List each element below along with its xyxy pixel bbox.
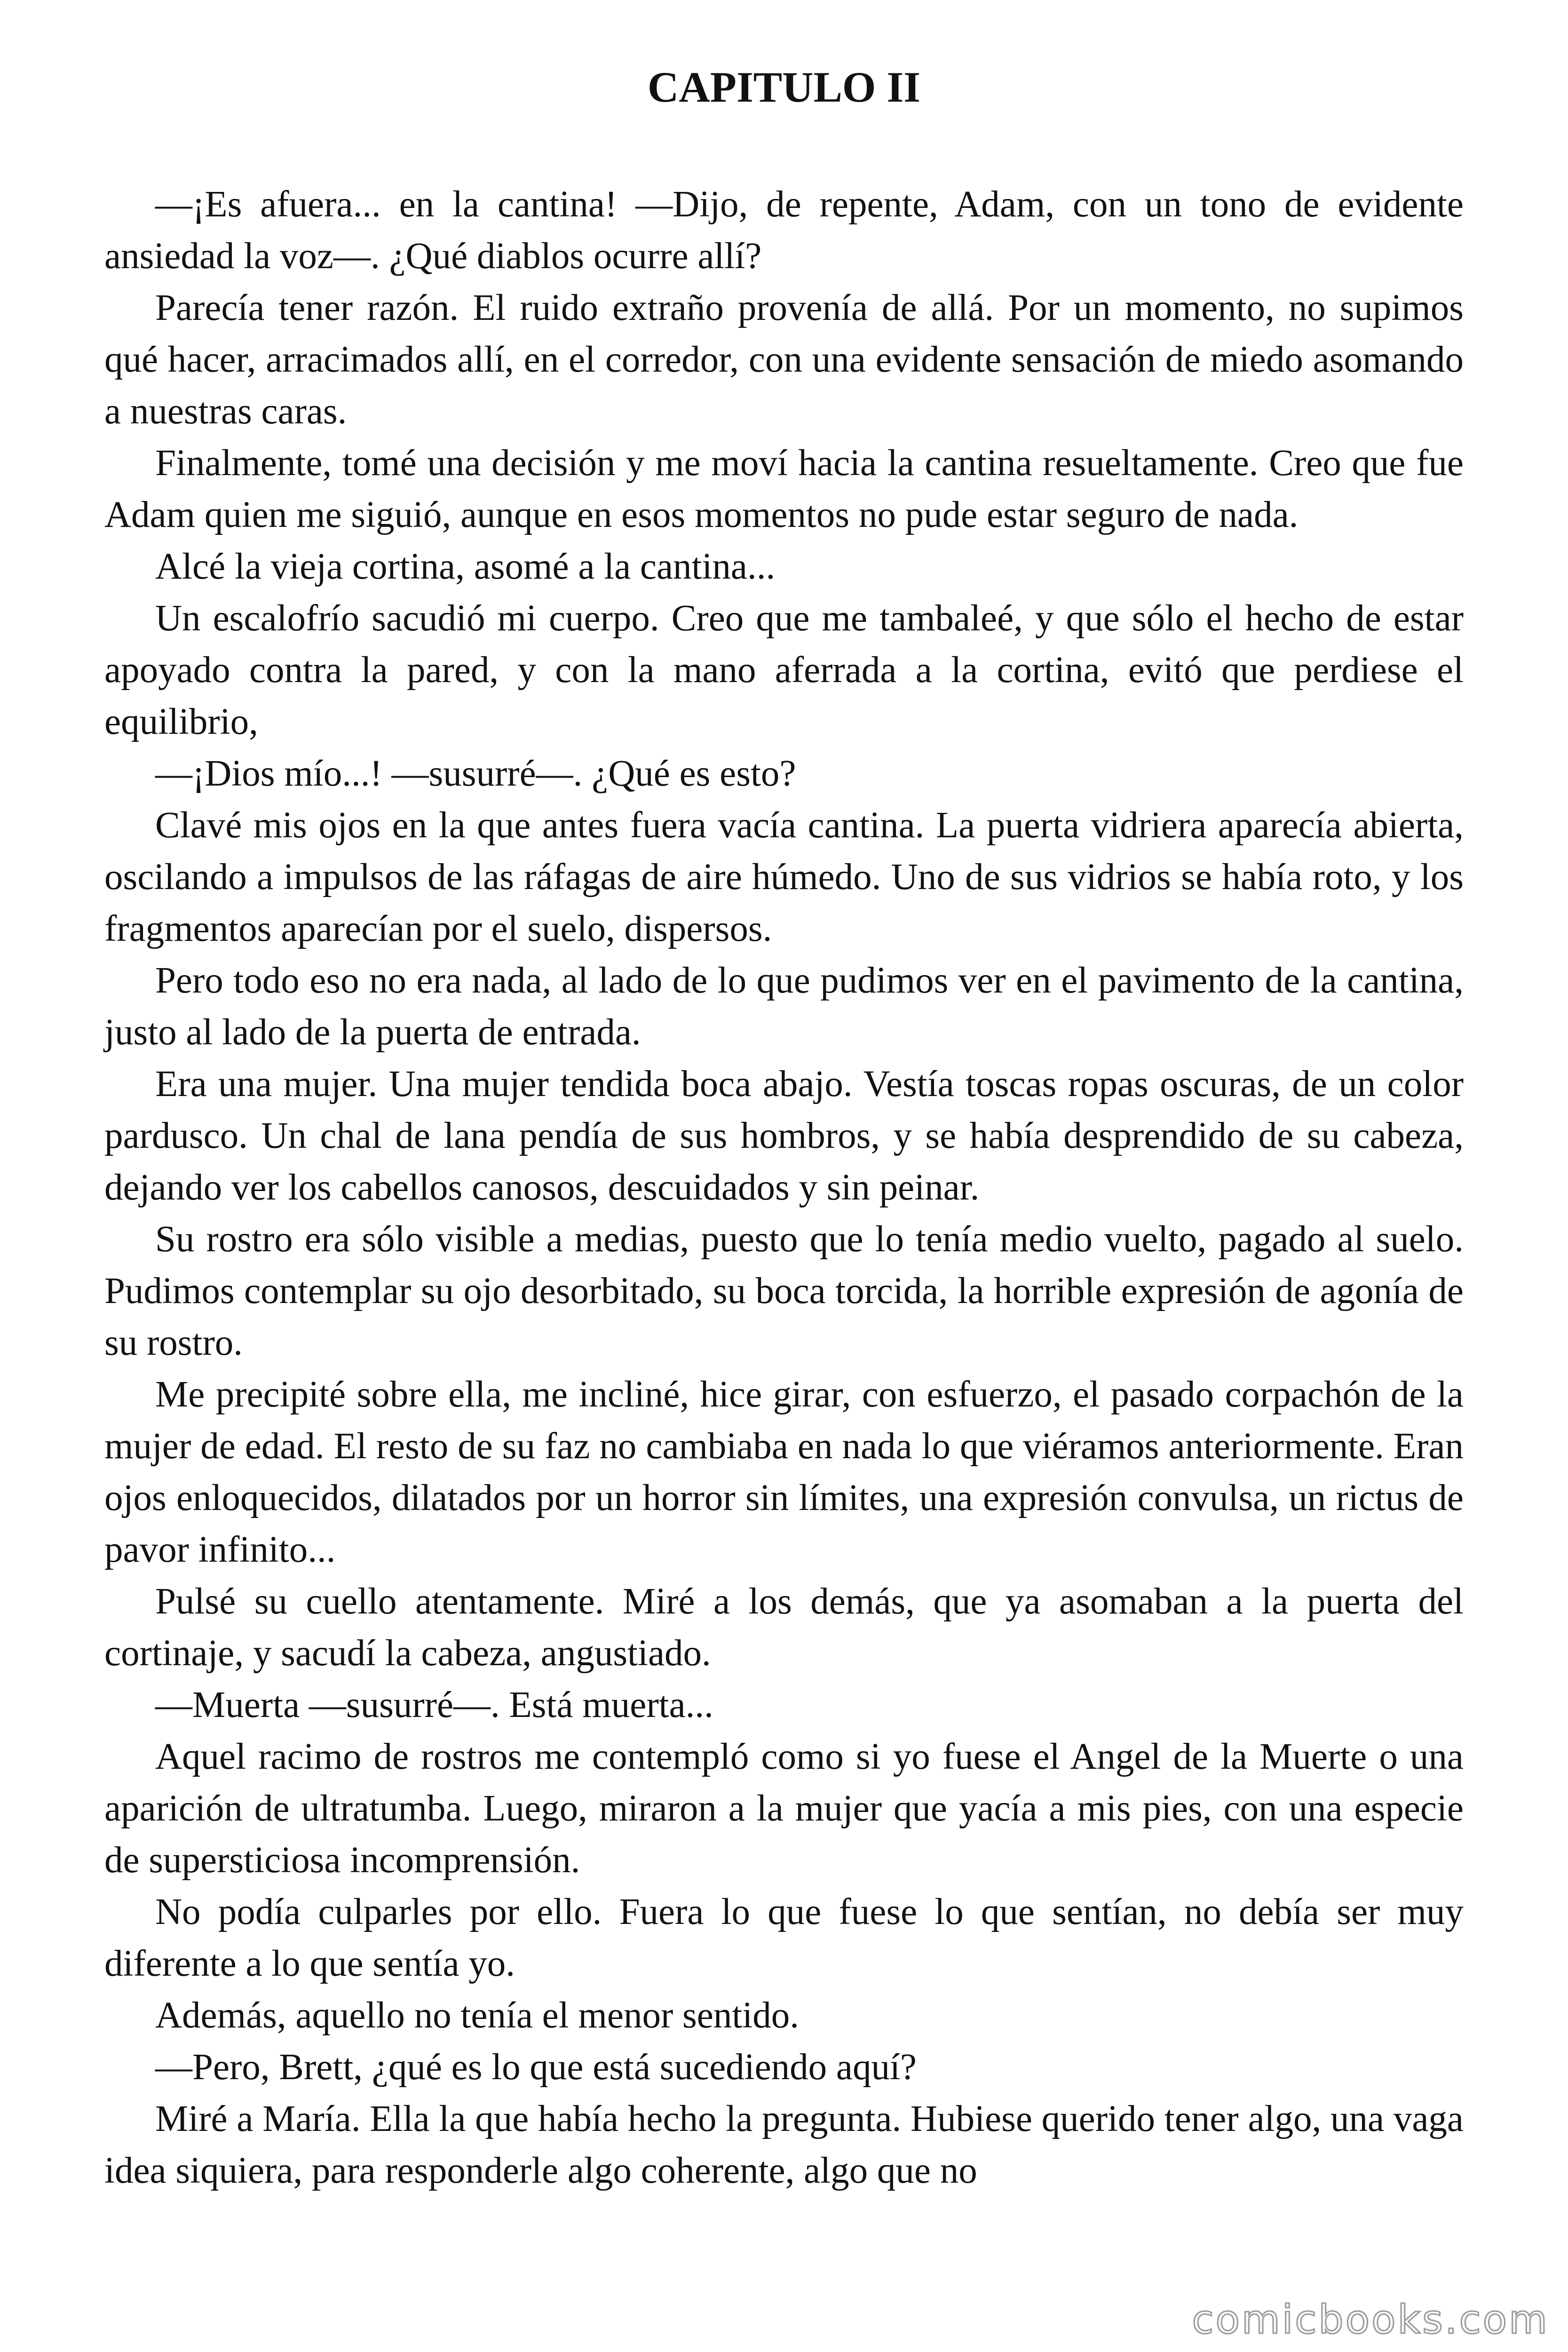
- paragraph: Clavé mis ojos en la que antes fuera vacía cantina. La puerta vidriera aparecía abierta, oscilando a impulsos de las ráfagas de aire húmedo. Uno de sus vidrios se había roto, y los fragmentos aparecían por el suelo, dispersos.: [104, 805, 1464, 949]
- paragraph: Su rostro era sólo visible a medias, puesto que lo tenía medio vuelto, pagado al suelo. Pudimos contemplar su ojo desorbitado, su boca torcida, la horrible expresión de agonía de su rostro.: [104, 1219, 1464, 1363]
- chapter-body: [104, 179, 1464, 2197]
- paragraph: —Muerta —susurré—. Está muerta...: [155, 1685, 713, 1725]
- watermark-logo: comicbooks.com: [1192, 2296, 1549, 2343]
- chapter-title: CAPITULO II: [647, 63, 921, 111]
- paragraph: —¡Dios mío...! —susurré—. ¿Qué es esto?: [155, 753, 796, 794]
- paragraph: Miré a María. Ella la que había hecho la pregunta. Hubiese querido tener algo, una vaga idea siquiera, para responderle algo coherente, algo que no: [104, 2098, 1464, 2191]
- paragraph: Me precipité sobre ella, me incliné, hice girar, con esfuerzo, el pasado corpachón de la mujer de edad. El resto de su faz no cambiaba en nada lo que viéramos anteriormente. Eran ojos enloquecidos, dilatados por un horror sin límites, una expresión convulsa, un rictus de pavor infinito...: [104, 1374, 1464, 1570]
- paragraph: Además, aquello no tenía el menor sentido.: [155, 1995, 799, 2036]
- paragraph: —¡Es afuera... en la cantina! —Dijo, de repente, Adam, con un tono de evidente ansiedad la voz—. ¿Qué diablos ocurre allí?: [104, 184, 1464, 277]
- paragraph: Aquel racimo de rostros me contempló como si yo fuese el Angel de la Muerte o una aparición de ultratumba. Luego, miraron a la mujer que yacía a mis pies, con una especie de supersticiosa incomprensión.: [104, 1736, 1464, 1881]
- paragraph: Finalmente, tomé una decisión y me moví hacia la cantina resueltamente. Creo que fue Adam quien me siguió, aunque en esos momentos no pude estar seguro de nada.: [104, 443, 1464, 535]
- paragraph: —Pero, Brett, ¿qué es lo que está sucediendo aquí?: [155, 2047, 917, 2088]
- paragraph: Un escalofrío sacudió mi cuerpo. Creo que me tambaleé, y que sólo el hecho de estar apoyado contra la pared, y con la mano aferrada a la cortina, evitó que perdiese el equilibrio,: [104, 598, 1464, 742]
- paragraph: Alcé la vieja cortina, asomé a la cantina...: [155, 546, 776, 587]
- paragraph: Era una mujer. Una mujer tendida boca abajo. Vestía toscas ropas oscuras, de un color pardusco. Un chal de lana pendía de sus hombros, y se había desprendido de su cabeza, dejando ver los cabellos canosos, descuidados y sin peinar.: [104, 1064, 1464, 1208]
- paragraph: Parecía tener razón. El ruido extraño provenía de allá. Por un momento, no supimos qué hacer, arracimados allí, en el corredor, con una evidente sensación de miedo asomando a nuestras caras.: [104, 287, 1464, 432]
- paragraph: Pulsé su cuello atentamente. Miré a los demás, que ya asomaban a la puerta del cortinaje, y sacudí la cabeza, angustiado.: [104, 1581, 1464, 1674]
- paragraph: No podía culparles por ello. Fuera lo que fuese lo que sentían, no debía ser muy diferente a lo que sentía yo.: [104, 1891, 1464, 1984]
- paragraph: Pero todo eso no era nada, al lado de lo que pudimos ver en el pavimento de la cantina, justo al lado de la puerta de entrada.: [104, 960, 1464, 1053]
